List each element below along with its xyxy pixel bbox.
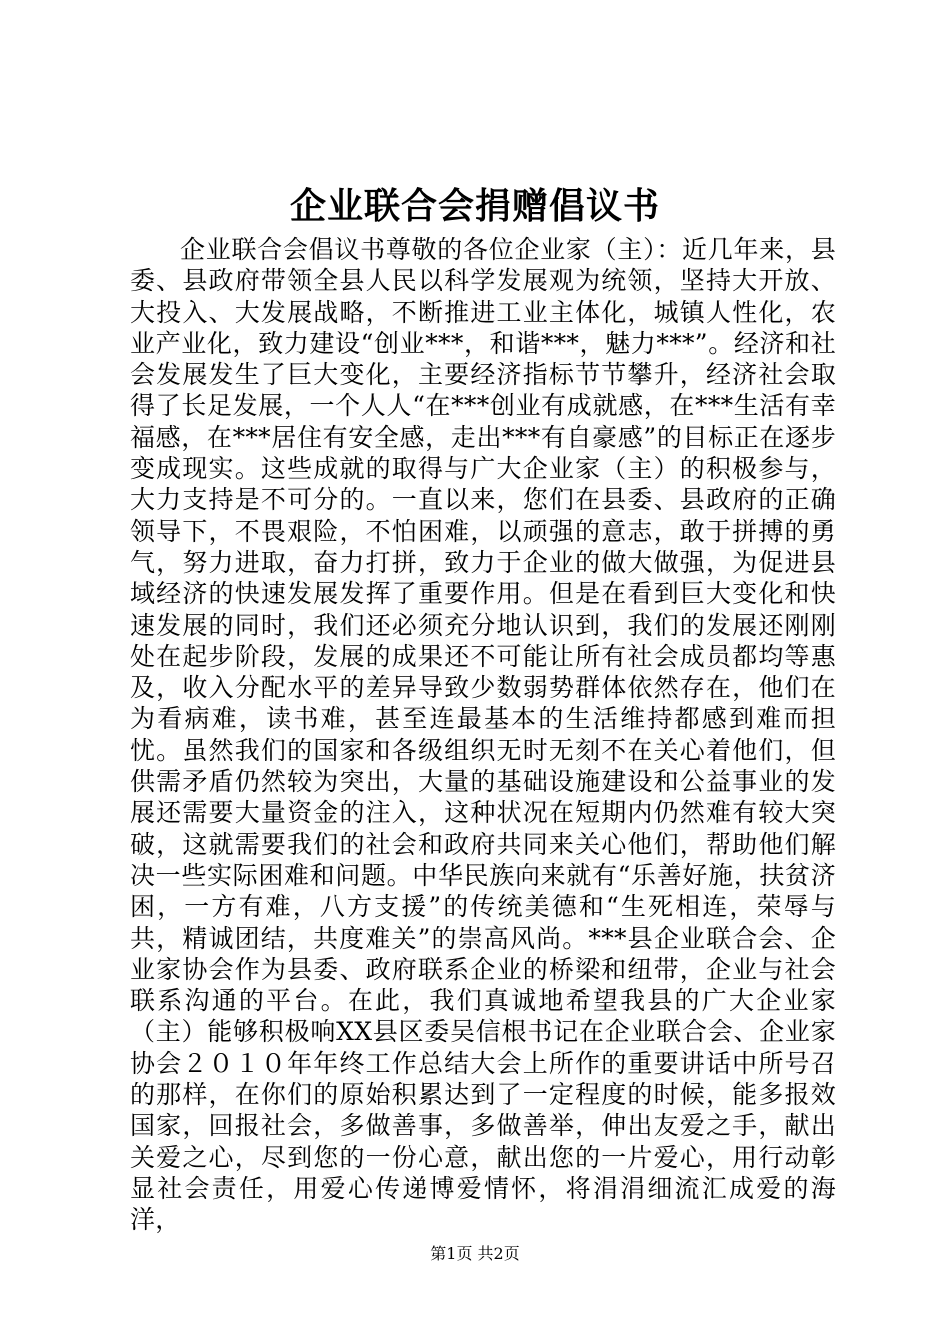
document-body-paragraph: 企业联合会倡议书尊敬的各位企业家（主）：近几年来，县委、县政府带领全县人民以科学发展观为统领，坚持大开放、大投入、大发展战略，不断推进工业主体化，城镇人性化，农业产业化，致力建设“创业***，和谐***，魅力***”。经济和社会发展发生了巨大变化，主要经济指标节节攀升，经济社会取得了长足发展，一个人人“在***创业有成就感，在***生活有幸福感，在***居住有安全感，走出***有自豪感”的目标正在逐步变成现实。这些成就的取得与广大企业家（主）的积极参与，大力支持是不可分的。一直以来，您们在县委、县政府的正确领导下，不畏艰险，不怕困难，以顽强的意志，敢于拼搏的勇气，努力进取，奋力打拼，致力于企业的做大做强，为促进县域经济的快速发展发挥了重要作用。但是在看到巨大变化和快速发展的同时，我们还必须充分地认识到，我们的发展还刚刚处在起步阶段，发展的成果还不可能让所有社会成员都均等惠及，收入分配水平的差异导致少数弱势群体依然存在，他们在为看病难，读书难，甚至连最基本的生活维持都感到难而担忧。虽然我们的国家和各级组织无时无刻不在关心着他们，但供需矛盾仍然较为突出，大量的基础设施建设和公益事业的发展还需要大量资金的注入，这种状况在短期内仍然难有较大突破，这就需要我们的社会和政府共同来关心他们，帮助他们解决一些实际困难和问题。中华民族向来就有“乐善好施，扶贫济困，一方有难，八方支援”的传统美德和“生死相连，荣辱与共，精诚团结，共度难关”的崇高风尚。***县企业联合会、企业家协会作为县委、政府联系企业的桥梁和纽带，企业与社会联系沟通的平台。在此，我们真诚地希望我县的广大企业家（主）能够积极响XX县区委吴信根书记在企业联合会、企业家协会２０１０年年终工作总结大会上所作的重要讲话中所号召的那样，在你们的原始积累达到了一定程度的时候，能多报效国家，回报社会，多做善事，多做善举，伸出友爱之手，献出关爱之心，尽到您的一份心意，献出您的一片爱心，用行动彰显社会责任，用爱心传递博爱情怀，将涓涓细流汇成爱的海洋，: [130, 235, 836, 1235]
page-number-footer: 第1页 共2页: [430, 1244, 520, 1263]
document-title: 企业联合会捐赠倡议书: [289, 186, 660, 227]
